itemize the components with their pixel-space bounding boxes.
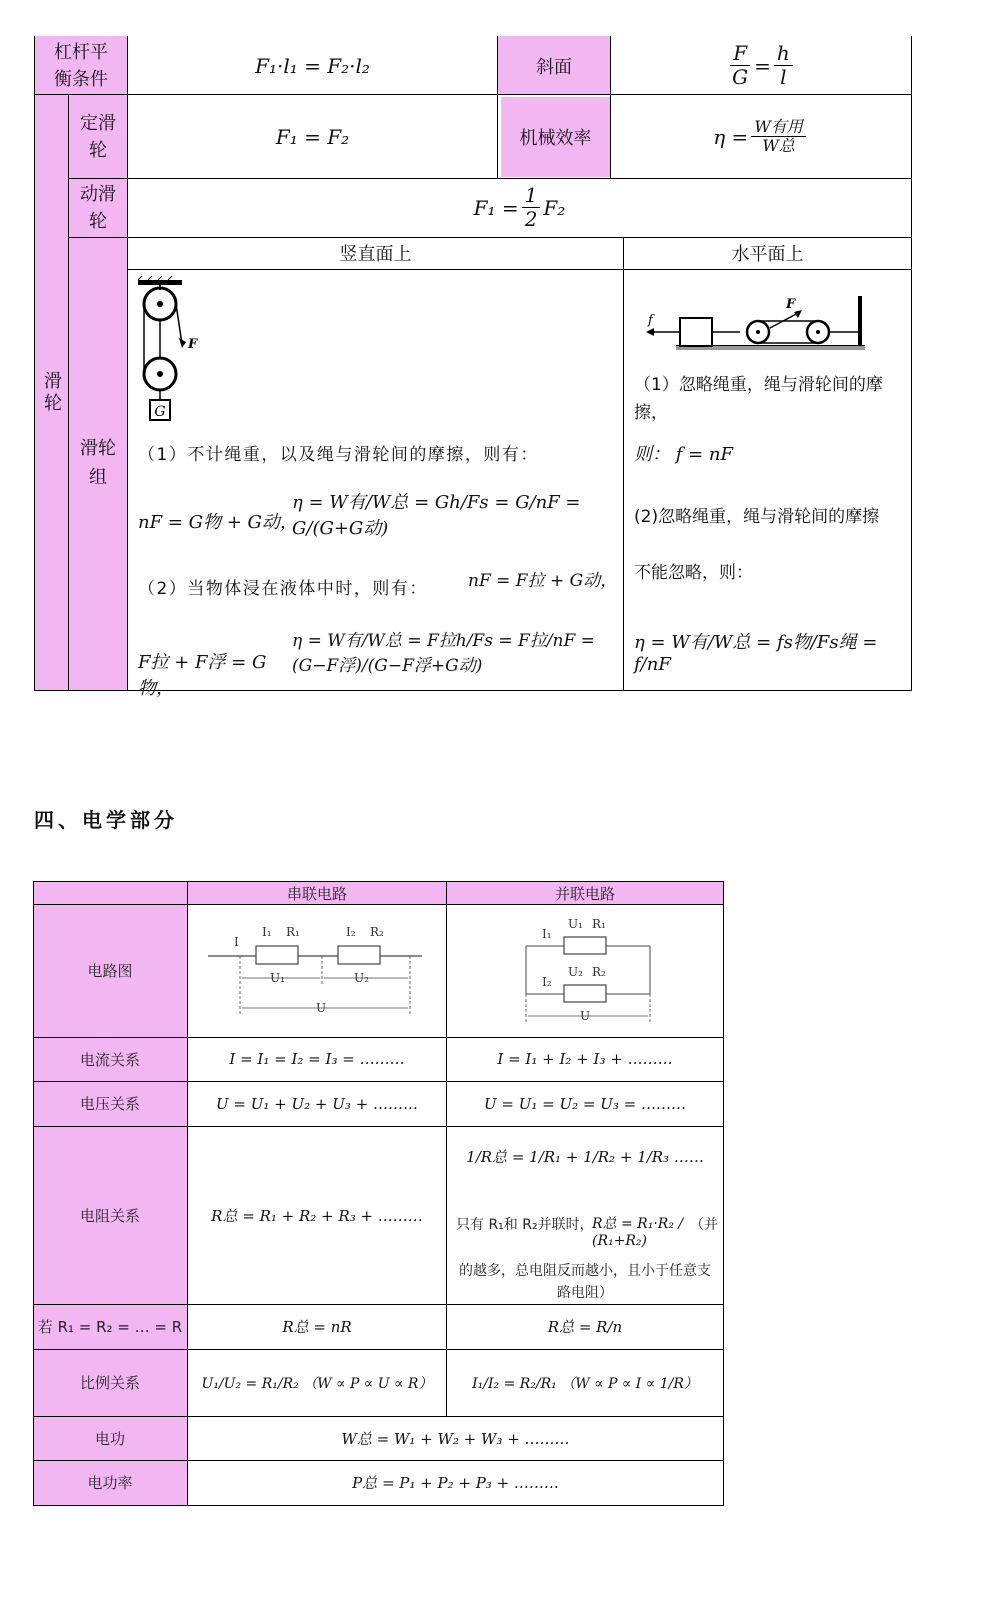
section-title: 四、电学部分 [34,808,178,832]
series-equal-formula: R总 = nR [282,1318,352,1336]
vertical-formula-1a: nF = G物 + G动， [138,512,298,533]
lever-label: 杠杆平衡条件 [54,41,108,90]
series-header: 串联电路 [286,884,347,903]
series-U2-label: U₂ [354,971,369,985]
series-resistance-formula: R总 = R₁ + R₂ + R₃ + ……… [211,1206,423,1225]
row-label-current: 电流关系 [79,1050,140,1069]
series-I1-label: I₁ [262,925,272,939]
power-formula: P总 = P₁ + P₂ + P₃ + ……… [352,1474,559,1492]
row-label-diagram: 电路图 [87,962,133,980]
vertical-formula-2a: F拉 + F浮 = G物， [138,652,267,699]
series-I2-label: I₂ [346,925,356,939]
vertical-formula-1b: η = W有/W总 = Gh/Fs = G/nF = G/(G+G动) [292,492,581,539]
series-U1-label: U₁ [270,971,285,985]
series-voltage-formula: U = U₁ + U₂ + U₃ + ……… [215,1094,419,1113]
row-label-power: 电功率 [87,1474,133,1492]
horizontal-text-1b: 擦， [634,403,668,423]
series-U-label: U [316,1001,327,1015]
efficiency-label: 机械效率 [519,128,592,149]
parallel-I2-label: I₂ [542,975,552,989]
efficiency-formula: η = $\frac{\text{W有用}}{\text{W总}}$ [611,95,911,178]
horizontal-text-1a: （1）忽略绳重，绳与滑轮间的摩 [634,375,883,395]
row-label-ratio: 比例关系 [79,1374,140,1392]
series-R2-label: R₂ [370,925,384,939]
fig-f-label: f [648,313,653,328]
horizontal-pulley-figure [640,290,870,356]
vertical-text-2: （2）当物体浸在液体中时，则有： [138,579,428,599]
parallel-U1-label: U₁ [568,917,583,931]
row-label-voltage: 电压关系 [79,1095,140,1113]
row-label-work: 电功 [94,1429,125,1448]
series-circuit-diagram [200,916,432,1026]
movable-formula: F₁ = $\frac{1}{2}$ F₂ [473,183,566,231]
pulley-label: 滑轮 [41,371,62,415]
parallel-R2-label: R₂ [592,965,606,979]
parallel-ratio-formula: I₁/I₂ = R₂/R₁ （W ∝ P ∝ I ∝ 1/R） [472,1375,698,1392]
parallel-current-formula: I = I₁ + I₂ + I₃ + ……… [497,1050,673,1068]
parallel-voltage-formula: U = U₁ = U₂ = U₃ = ……… [483,1094,687,1113]
movable-pulley-label: 动滑轮 [80,183,116,232]
parallel-R1-label: R₁ [592,917,606,931]
fig-F-label-2: F [786,297,796,312]
horizontal-text-2b: 不能忽略，则： [634,563,753,583]
fixed-pulley-label: 定滑轮 [80,112,116,161]
series-ratio-formula: U₁/U₂ = R₁/R₂ （W ∝ P ∝ U ∝ R） [201,1375,433,1392]
parallel-resistance-mid-formula: R总 = R₁·R₂ / (R₁+R₂) [592,1216,684,1249]
row-label-resistance: 电阻关系 [79,1206,140,1225]
vertical-header: 竖直面上 [339,244,412,265]
pulley-block-label: 滑轮组 [80,438,116,488]
parallel-resistance-bot1: 的越多，总电阻反而越小，且小于任意支 [459,1263,711,1279]
vertical-formula-2-inline: nF = F拉 + G动， [468,571,618,591]
row-label-equal-r: 若 R₁ = R₂ = … = R [37,1318,183,1336]
horizontal-text-2a: (2)忽略绳重，绳与滑轮间的摩擦 [634,507,880,527]
horizontal-header: 水平面上 [731,244,804,265]
parallel-equal-formula: R总 = R/n [547,1318,623,1336]
lever-formula: F₁·l₁ = F₂·l₂ [255,53,370,78]
fig-F-label: F [188,337,198,352]
parallel-U-label: U [580,1009,591,1023]
parallel-circuit-diagram [516,910,656,1030]
series-I-label: I [234,935,239,949]
series-current-formula: I = I₁ = I₂ = I₃ = ……… [229,1050,405,1068]
incline-label: 斜面 [536,56,572,78]
parallel-resistance-top: 1/R总 = 1/R₁ + 1/R₂ + 1/R₃ …… [466,1148,704,1166]
parallel-resistance-mid: 只有 R₁和 R₂并联时， [456,1217,594,1233]
parallel-U2-label: U₂ [568,965,583,979]
incline-formula: $\frac{F}{G}$ = $\frac{h}{l}$ [611,36,911,95]
horizontal-formula-1: 则： f = nF [634,444,733,465]
fig-G-label: G [154,404,166,420]
parallel-I1-label: I₁ [542,927,552,941]
parallel-header: 并联电路 [554,884,615,903]
series-R1-label: R₁ [286,925,300,939]
fixed-formula: F₁ = F₂ [275,124,350,149]
vertical-pulley-figure [134,276,204,426]
horizontal-formula-2: η = W有/W总 = fs物/Fs绳 = f/nF [634,632,878,675]
parallel-resistance-bot2: 路电阻） [557,1285,613,1301]
work-formula: W总 = W₁ + W₂ + W₃ + ……… [341,1429,570,1448]
parallel-resistance-mid-tail: （并 [690,1217,718,1233]
vertical-text-1: （1）不计绳重，以及绳与滑轮间的摩擦，则有： [138,445,539,465]
vertical-formula-2b: η = W有/W总 = F拉h/Fs = F拉/nF = (G−F浮)/(G−F浮+G动) [292,631,595,676]
